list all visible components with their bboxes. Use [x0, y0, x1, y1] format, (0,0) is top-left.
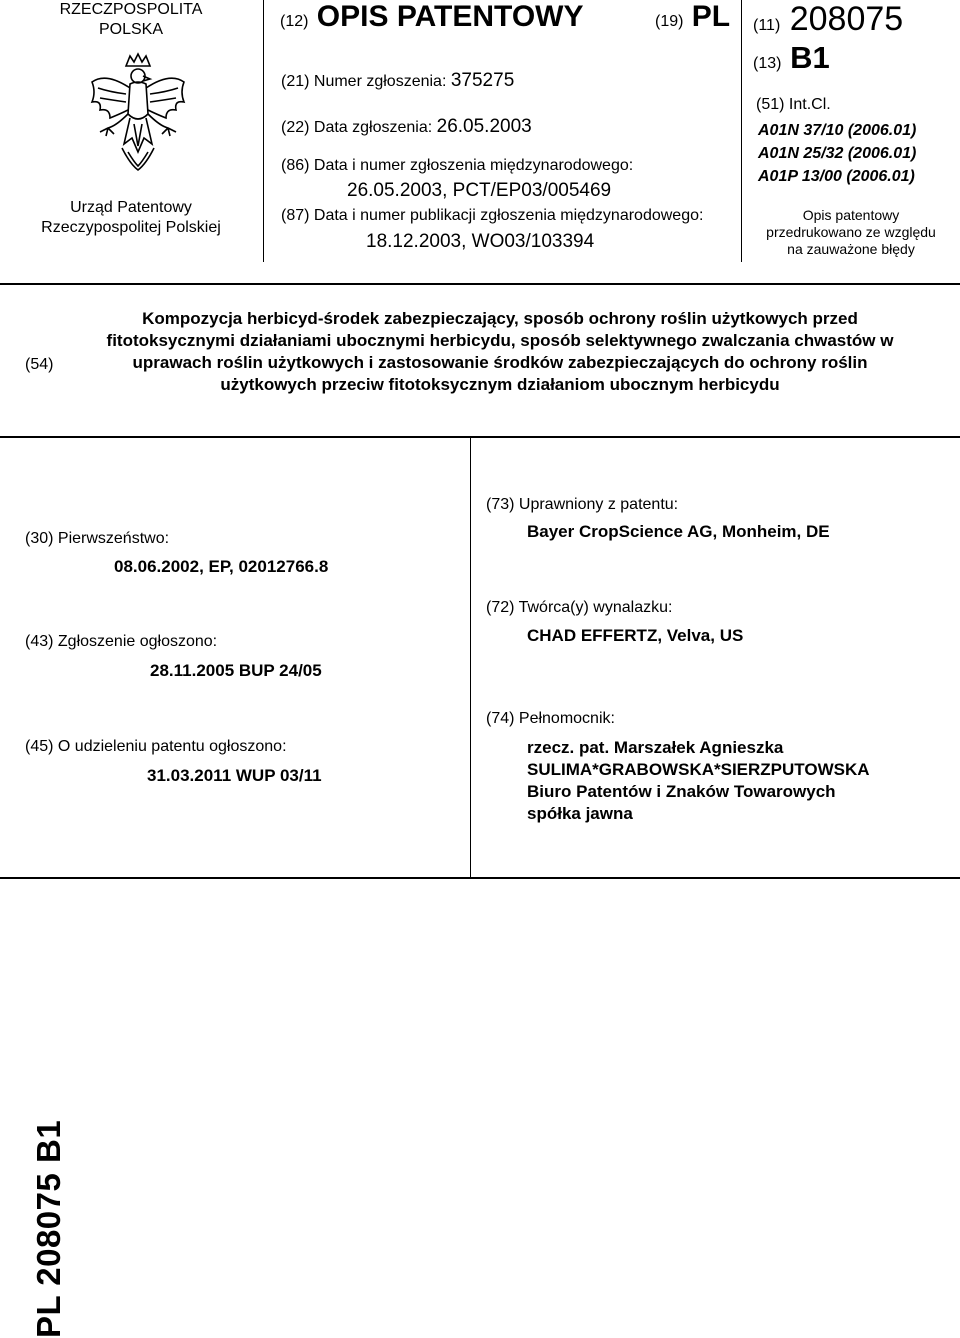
details-divider	[470, 438, 471, 878]
intl-publication-value: 18.12.2003, WO03/103394	[366, 231, 595, 252]
spine-patent-id: PL 208075 B1	[30, 1119, 67, 1338]
priority-value: 08.06.2002, EP, 02012766.8	[114, 557, 329, 576]
announcement-value: 28.11.2005 BUP 24/05	[150, 661, 322, 680]
application-date-value: 26.05.2003	[436, 116, 532, 137]
divider-middle	[0, 436, 960, 438]
office-line-2: Rzeczypospolitej Polskiej	[41, 219, 221, 236]
reprint-note-line-3: na zauważone błędy	[787, 241, 915, 257]
grant-value: 31.03.2011 WUP 03/11	[147, 766, 322, 785]
invention-title: Kompozycja herbicyd-środek zabezpieczający, sposób ochrony roślin użytkowych przed fitotoksycznymi działaniami ubocznymi herbicydu, sposób selektywnego zwalczania chwastów w uprawach roślin użytkowych i zastosowanie środków zabezpieczających do ochrony roślin użytkowych przeciw fitotoksycznym działaniom ubocznym herbicydu	[106, 309, 894, 394]
inventor-value: CHAD EFFERTZ, Velva, US	[527, 626, 744, 645]
intl-publication-label: (87) Data i numer publikacji zgłoszenia międzynarodowego:	[281, 207, 704, 224]
attorney-line: rzecz. pat. Marszałek Agnieszka	[527, 738, 784, 757]
int-cl-label: (51) Int.Cl.	[756, 96, 831, 113]
divider-top	[0, 283, 960, 285]
divider-bottom	[0, 877, 960, 879]
inventor-label: (72) Twórca(y) wynalazku:	[486, 599, 673, 616]
title-code: (54)	[25, 356, 54, 373]
priority-label: (30) Pierwszeństwo:	[25, 530, 170, 547]
attorney-line: SULIMA*GRABOWSKA*SIERZPUTOWSKA	[527, 760, 870, 779]
attorney-value	[527, 737, 870, 825]
kind-code-value: B1	[790, 40, 830, 75]
patent-number-value: 208075	[789, 0, 904, 38]
intl-application-label: (86) Data i numer zgłoszenia międzynarodowego:	[281, 157, 634, 174]
attorney-line: Biuro Patentów i Znaków Towarowych	[527, 782, 836, 801]
country-code-value: PL	[691, 0, 731, 33]
attorney-line: spółka jawna	[527, 804, 633, 823]
reprint-note-line-2: przedrukowano ze względu	[766, 224, 936, 240]
int-cl-code: A01N 25/32 (2006.01)	[758, 145, 917, 162]
header-divider-left	[263, 0, 264, 262]
application-date	[281, 116, 532, 138]
announcement-label: (43) Zgłoszenie ogłoszono:	[25, 633, 218, 650]
int-cl-code: A01N 37/10 (2006.01)	[758, 122, 917, 139]
reprint-note	[742, 207, 960, 258]
grant-label: (45) O udzieleniu patentu ogłoszono:	[25, 738, 287, 755]
kind-code	[753, 40, 830, 76]
owner-label: (73) Uprawniony z patentu:	[486, 496, 679, 513]
patent-number-label: (11)	[753, 17, 781, 34]
owner-value: Bayer CropScience AG, Monheim, DE	[527, 522, 830, 541]
application-number	[281, 70, 514, 92]
patent-office-name	[0, 198, 262, 238]
attorney-label: (74) Pełnomocnik:	[486, 710, 615, 727]
country-code-label: (19)	[655, 13, 684, 30]
document-type	[280, 0, 584, 34]
application-number-value: 375275	[450, 70, 515, 91]
patent-number	[753, 0, 903, 39]
country-code	[655, 0, 730, 34]
int-cl-codes	[758, 119, 916, 188]
application-date-label: (22) Data zgłoszenia:	[281, 119, 433, 136]
kind-code-label: (13)	[753, 55, 782, 72]
country-line-1: RZECZPOSPOLITA	[59, 1, 203, 18]
country-name	[0, 0, 262, 40]
doc-type-text: OPIS PATENTOWY	[316, 0, 584, 33]
reprint-note-line-1: Opis patentowy	[802, 207, 900, 223]
int-cl-code: A01P 13/00 (2006.01)	[758, 168, 915, 185]
doc-type-code: (12)	[280, 13, 309, 30]
country-line-2: POLSKA	[98, 21, 164, 38]
intl-application-value: 26.05.2003, PCT/EP03/005469	[347, 180, 612, 201]
polish-eagle-emblem-icon	[86, 52, 190, 182]
application-number-label: (21) Numer zgłoszenia:	[281, 73, 447, 90]
office-line-1: Urząd Patentowy	[70, 199, 192, 216]
